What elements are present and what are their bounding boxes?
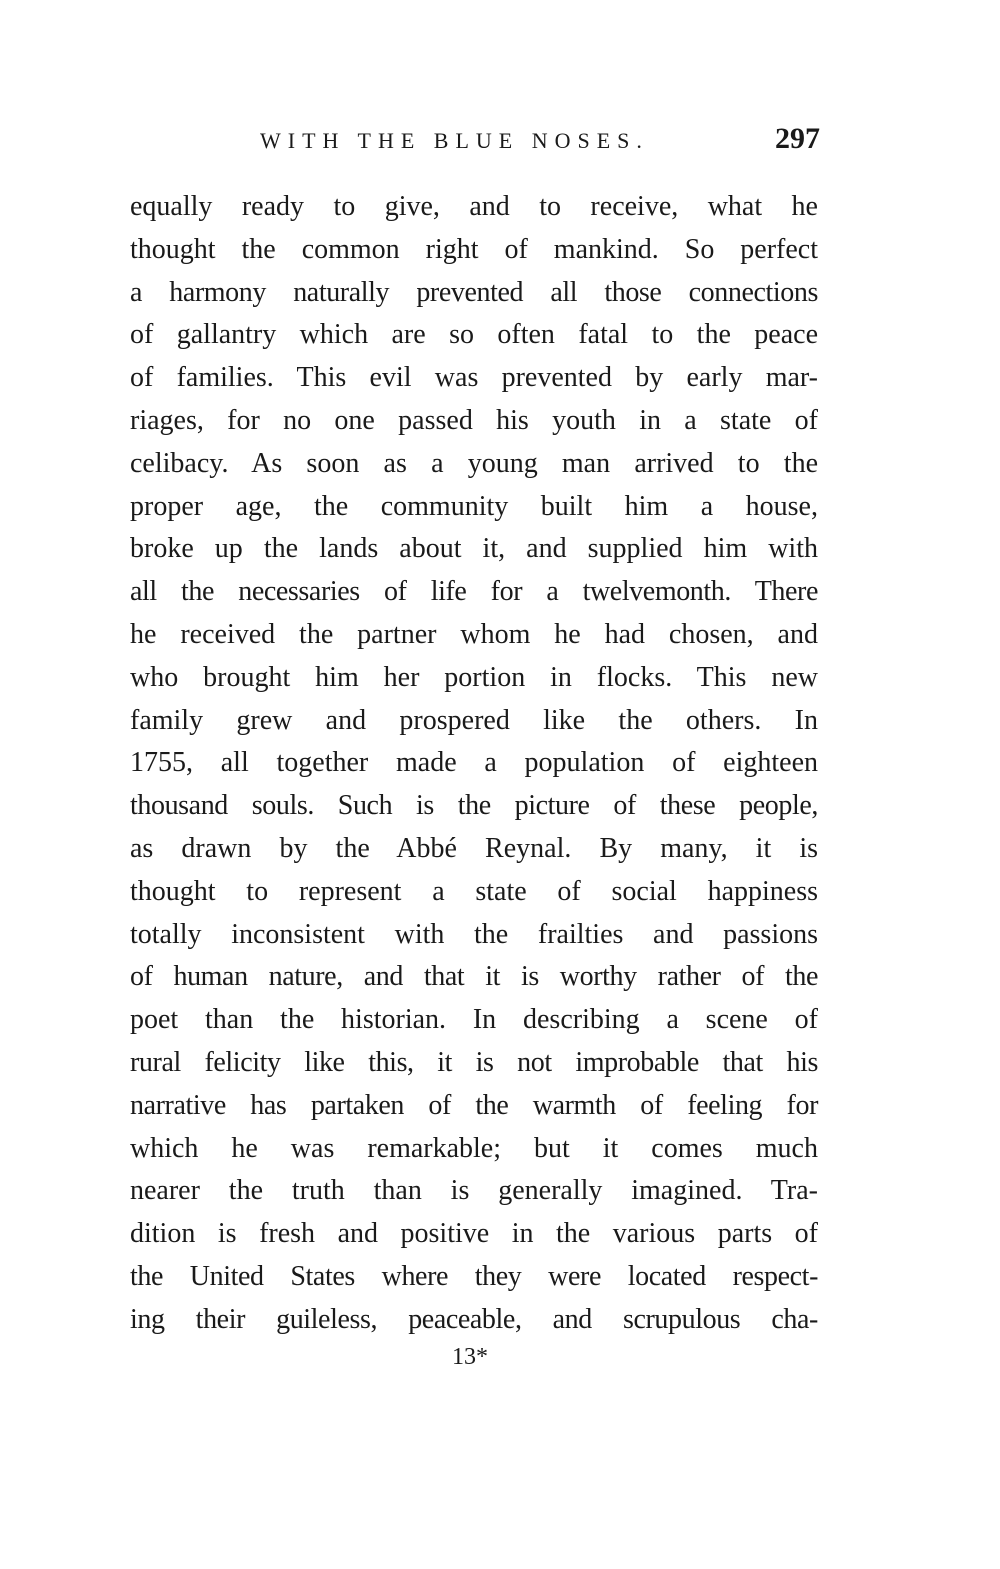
text-line: 1755, all together made a population of eighteen	[130, 747, 818, 779]
text-line: thousand souls. Such is the picture of these people,	[130, 790, 818, 822]
running-head	[130, 122, 820, 166]
text-line: thought the common right of mankind. So perfect	[130, 233, 818, 265]
text-line: family grew and prospered like the others. In	[130, 704, 818, 736]
text-line: he received the partner whom he had chosen, and	[130, 618, 818, 650]
text-line: celibacy. As soon as a young man arrived to the	[130, 447, 818, 479]
text-line: as drawn by the Abbé Reynal. By many, it is	[130, 832, 818, 864]
text-line: totally inconsistent with the frailties and passions	[130, 918, 818, 950]
text-line: riages, for no one passed his youth in a state of	[130, 404, 818, 436]
signature-mark: 13*	[452, 1344, 488, 1370]
body-text	[130, 186, 818, 1342]
text-line: narrative has partaken of the warmth of feeling for	[130, 1089, 818, 1121]
text-line: thought to represent a state of social happiness	[130, 875, 818, 907]
running-title: WITH THE BLUE NOSES.	[260, 128, 649, 153]
text-line: who brought him her portion in flocks. This new	[130, 661, 818, 693]
text-line: all the necessaries of life for a twelvemonth. There	[130, 576, 818, 608]
text-line: ing their guileless, peaceable, and scrupulous cha-	[130, 1303, 818, 1335]
text-line: which he was remarkable; but it comes much	[130, 1132, 818, 1164]
text-line: the United States where they were located respect-	[130, 1260, 818, 1292]
text-line: proper age, the community built him a house,	[130, 490, 818, 522]
page-number: 297	[775, 122, 820, 155]
text-line: broke up the lands about it, and supplied him with	[130, 533, 818, 565]
text-line: dition is fresh and positive in the various parts of	[130, 1218, 818, 1250]
text-line: equally ready to give, and to receive, what he	[130, 191, 818, 222]
text-line: poet than the historian. In describing a scene of	[130, 1004, 818, 1036]
text-line: nearer the truth than is generally imagined. Tra-	[130, 1175, 818, 1207]
text-line: rural felicity like this, it is not improbable that his	[130, 1046, 818, 1078]
text-line: of gallantry which are so often fatal to the peace	[130, 319, 818, 351]
text-line: of human nature, and that it is worthy rather of the	[130, 961, 818, 993]
text-line: a harmony naturally prevented all those connections	[130, 276, 818, 308]
text-line: of families. This evil was prevented by early mar-	[130, 362, 818, 394]
